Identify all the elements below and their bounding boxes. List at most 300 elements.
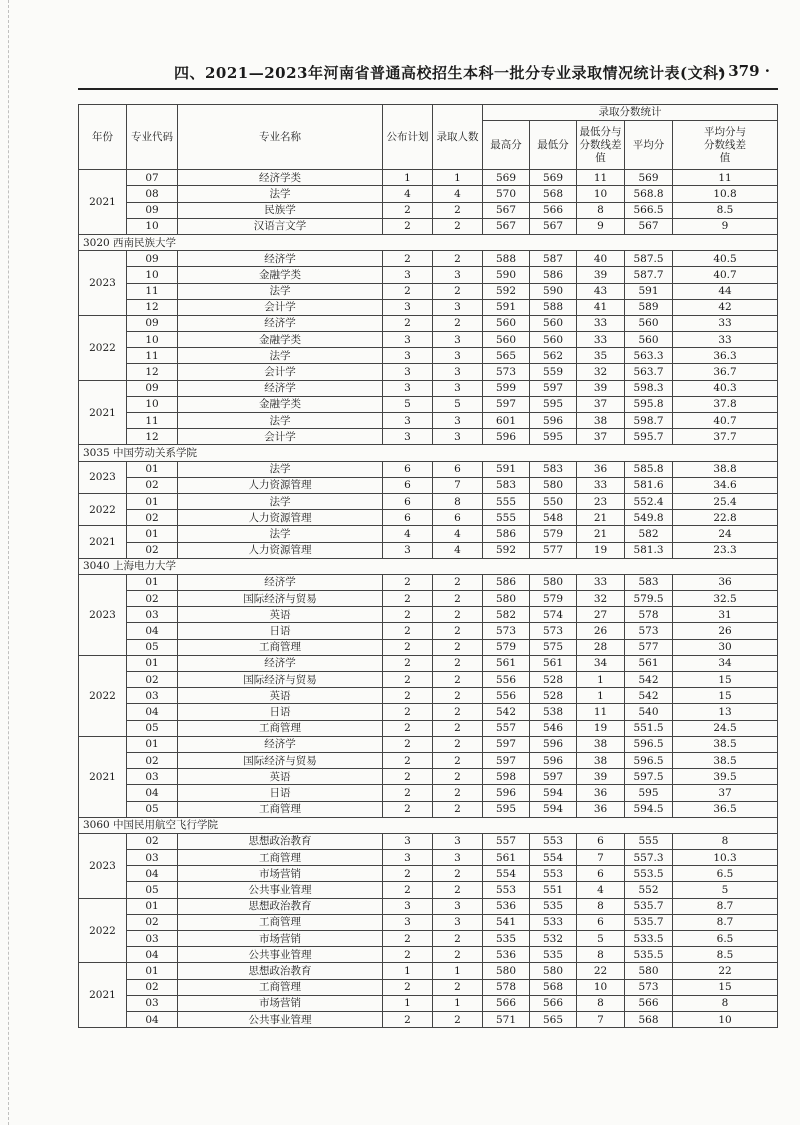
table-row <box>79 979 778 995</box>
cell-major: 国际经济与贸易 <box>178 752 383 768</box>
cell-code: 03 <box>127 850 178 866</box>
cell-admitted: 3 <box>433 833 483 849</box>
cell-avg: 542 <box>625 688 673 704</box>
cell-min: 551 <box>530 882 577 898</box>
table-row <box>79 574 778 590</box>
cell-max: 541 <box>483 914 530 930</box>
cell-admitted: 2 <box>433 283 483 299</box>
cell-avg-diff: 25.4 <box>673 493 778 509</box>
cell-code: 10 <box>127 396 178 412</box>
cell-min-diff: 4 <box>577 882 625 898</box>
cell-max: 597 <box>483 736 530 752</box>
cell-min: 580 <box>530 963 577 979</box>
cell-year: 2021 <box>79 963 127 1028</box>
col-max: 最高分 <box>483 121 530 170</box>
cell-plan: 2 <box>383 591 433 607</box>
table-row <box>79 202 778 218</box>
cell-avg-diff: 39.5 <box>673 769 778 785</box>
cell-min: 588 <box>530 299 577 315</box>
school-name: 3040 上海电力大学 <box>79 558 778 574</box>
table-row <box>79 170 778 186</box>
cell-min: 565 <box>530 1011 577 1027</box>
cell-code: 10 <box>127 267 178 283</box>
cell-major: 法学 <box>178 413 383 429</box>
cell-min-diff: 39 <box>577 380 625 396</box>
cell-min-diff: 7 <box>577 850 625 866</box>
cell-major: 英语 <box>178 607 383 623</box>
cell-max: 561 <box>483 850 530 866</box>
cell-major: 法学 <box>178 461 383 477</box>
cell-max: 557 <box>483 720 530 736</box>
cell-avg-diff: 8.5 <box>673 947 778 963</box>
table-row <box>79 752 778 768</box>
cell-max: 536 <box>483 947 530 963</box>
cell-plan: 3 <box>383 429 433 445</box>
cell-major: 工商管理 <box>178 720 383 736</box>
cell-min: 580 <box>530 477 577 493</box>
page-header <box>78 58 778 90</box>
cell-avg: 566.5 <box>625 202 673 218</box>
cell-max: 553 <box>483 882 530 898</box>
cell-major: 人力资源管理 <box>178 477 383 493</box>
cell-plan: 2 <box>383 283 433 299</box>
cell-max: 596 <box>483 785 530 801</box>
cell-code: 02 <box>127 591 178 607</box>
cell-min-diff: 34 <box>577 655 625 671</box>
cell-min: 528 <box>530 688 577 704</box>
cell-code: 02 <box>127 752 178 768</box>
cell-min: 562 <box>530 348 577 364</box>
table-row <box>79 704 778 720</box>
cell-avg: 595.8 <box>625 396 673 412</box>
cell-code: 10 <box>127 218 178 234</box>
cell-min: 532 <box>530 931 577 947</box>
cell-code: 09 <box>127 380 178 396</box>
cell-plan: 2 <box>383 769 433 785</box>
cell-min: 597 <box>530 380 577 396</box>
cell-min-diff: 27 <box>577 607 625 623</box>
cell-min-diff: 38 <box>577 413 625 429</box>
cell-major: 金融学类 <box>178 396 383 412</box>
cell-avg-diff: 40.7 <box>673 413 778 429</box>
cell-avg: 535.7 <box>625 914 673 930</box>
cell-admitted: 2 <box>433 623 483 639</box>
cell-avg-diff: 36 <box>673 574 778 590</box>
cell-avg: 587.7 <box>625 267 673 283</box>
cell-admitted: 2 <box>433 574 483 590</box>
cell-avg-diff: 9 <box>673 218 778 234</box>
table-row <box>79 607 778 623</box>
cell-max: 565 <box>483 348 530 364</box>
cell-admitted: 3 <box>433 299 483 315</box>
cell-code: 09 <box>127 202 178 218</box>
cell-code: 02 <box>127 914 178 930</box>
cell-year: 2022 <box>79 315 127 380</box>
cell-avg-diff: 15 <box>673 979 778 995</box>
cell-plan: 4 <box>383 526 433 542</box>
cell-plan: 2 <box>383 1011 433 1027</box>
cell-avg: 595.7 <box>625 429 673 445</box>
cell-min: 569 <box>530 170 577 186</box>
cell-plan: 2 <box>383 607 433 623</box>
cell-avg: 555 <box>625 833 673 849</box>
cell-max: 583 <box>483 477 530 493</box>
cell-plan: 1 <box>383 963 433 979</box>
cell-major: 经济学 <box>178 655 383 671</box>
cell-code: 02 <box>127 510 178 526</box>
cell-admitted: 2 <box>433 866 483 882</box>
cell-min-diff: 32 <box>577 364 625 380</box>
cell-year: 2022 <box>79 493 127 525</box>
cell-major: 日语 <box>178 623 383 639</box>
table-row <box>79 299 778 315</box>
cell-year: 2023 <box>79 251 127 316</box>
cell-major: 金融学类 <box>178 267 383 283</box>
table-row <box>79 396 778 412</box>
cell-avg-diff: 36.5 <box>673 801 778 817</box>
cell-code: 05 <box>127 882 178 898</box>
cell-code: 04 <box>127 947 178 963</box>
cell-code: 03 <box>127 607 178 623</box>
cell-code: 01 <box>127 736 178 752</box>
cell-code: 01 <box>127 963 178 979</box>
cell-plan: 3 <box>383 267 433 283</box>
cell-min: 596 <box>530 752 577 768</box>
cell-avg: 566 <box>625 995 673 1011</box>
cell-avg: 597.5 <box>625 769 673 785</box>
cell-plan: 2 <box>383 882 433 898</box>
page-title: 四、2021—2023年河南省普通高校招生本科一批分专业录取情况统计表(文科) <box>174 64 727 82</box>
cell-code: 02 <box>127 542 178 558</box>
cell-max: 597 <box>483 752 530 768</box>
cell-plan: 1 <box>383 170 433 186</box>
col-plan: 公布计划 <box>383 105 433 170</box>
cell-plan: 4 <box>383 186 433 202</box>
cell-admitted: 3 <box>433 364 483 380</box>
cell-max: 571 <box>483 1011 530 1027</box>
cell-plan: 1 <box>383 995 433 1011</box>
cell-admitted: 2 <box>433 704 483 720</box>
table-row <box>79 931 778 947</box>
cell-min-diff: 10 <box>577 979 625 995</box>
cell-plan: 3 <box>383 542 433 558</box>
cell-min-diff: 8 <box>577 947 625 963</box>
cell-avg-diff: 8.5 <box>673 202 778 218</box>
cell-avg-diff: 42 <box>673 299 778 315</box>
cell-major: 会计学 <box>178 429 383 445</box>
cell-min-diff: 6 <box>577 914 625 930</box>
cell-year: 2021 <box>79 736 127 817</box>
cell-major: 人力资源管理 <box>178 542 383 558</box>
cell-code: 02 <box>127 477 178 493</box>
cell-admitted: 3 <box>433 429 483 445</box>
cell-avg: 535.7 <box>625 898 673 914</box>
cell-min-diff: 43 <box>577 283 625 299</box>
cell-max: 542 <box>483 704 530 720</box>
cell-code: 03 <box>127 995 178 1011</box>
cell-min: 560 <box>530 315 577 331</box>
col-avg: 平均分 <box>625 121 673 170</box>
cell-code: 10 <box>127 332 178 348</box>
cell-min: 595 <box>530 429 577 445</box>
cell-code: 09 <box>127 251 178 267</box>
cell-min: 579 <box>530 526 577 542</box>
cell-max: 560 <box>483 315 530 331</box>
cell-min: 574 <box>530 607 577 623</box>
school-row <box>79 445 778 461</box>
cell-min: 553 <box>530 866 577 882</box>
cell-admitted: 2 <box>433 315 483 331</box>
table-row <box>79 267 778 283</box>
table-row <box>79 850 778 866</box>
cell-major: 法学 <box>178 348 383 364</box>
cell-min-diff: 22 <box>577 963 625 979</box>
cell-avg: 553.5 <box>625 866 673 882</box>
cell-avg-diff: 37.8 <box>673 396 778 412</box>
cell-plan: 2 <box>383 251 433 267</box>
cell-avg: 560 <box>625 315 673 331</box>
cell-plan: 6 <box>383 477 433 493</box>
cell-min: 596 <box>530 413 577 429</box>
cell-admitted: 4 <box>433 526 483 542</box>
cell-major: 经济学 <box>178 736 383 752</box>
cell-plan: 2 <box>383 315 433 331</box>
cell-plan: 3 <box>383 332 433 348</box>
cell-min-diff: 32 <box>577 591 625 607</box>
cell-min-diff: 40 <box>577 251 625 267</box>
cell-min: 528 <box>530 672 577 688</box>
cell-major: 工商管理 <box>178 801 383 817</box>
cell-major: 英语 <box>178 688 383 704</box>
cell-admitted: 2 <box>433 218 483 234</box>
cell-avg-diff: 30 <box>673 639 778 655</box>
cell-plan: 2 <box>383 979 433 995</box>
cell-major: 经济学 <box>178 380 383 396</box>
cell-max: 567 <box>483 202 530 218</box>
cell-code: 03 <box>127 688 178 704</box>
cell-code: 07 <box>127 170 178 186</box>
cell-admitted: 3 <box>433 380 483 396</box>
cell-admitted: 3 <box>433 332 483 348</box>
table-row <box>79 477 778 493</box>
cell-major: 会计学 <box>178 364 383 380</box>
cell-plan: 6 <box>383 493 433 509</box>
cell-max: 596 <box>483 429 530 445</box>
cell-min: 548 <box>530 510 577 526</box>
cell-min: 595 <box>530 396 577 412</box>
cell-admitted: 3 <box>433 898 483 914</box>
cell-min: 550 <box>530 493 577 509</box>
cell-min-diff: 37 <box>577 429 625 445</box>
cell-admitted: 6 <box>433 510 483 526</box>
col-stats-group: 录取分数统计 <box>483 105 778 121</box>
cell-min-diff: 8 <box>577 995 625 1011</box>
cell-min: 597 <box>530 769 577 785</box>
cell-major: 法学 <box>178 526 383 542</box>
cell-min: 546 <box>530 720 577 736</box>
cell-min-diff: 5 <box>577 931 625 947</box>
cell-min: 566 <box>530 202 577 218</box>
cell-major: 思想政治教育 <box>178 833 383 849</box>
cell-min-diff: 38 <box>577 736 625 752</box>
col-code: 专业代码 <box>127 105 178 170</box>
cell-min: 573 <box>530 623 577 639</box>
cell-avg: 552.4 <box>625 493 673 509</box>
cell-max: 554 <box>483 866 530 882</box>
cell-avg: 573 <box>625 979 673 995</box>
cell-major: 法学 <box>178 493 383 509</box>
cell-max: 582 <box>483 607 530 623</box>
cell-avg: 582 <box>625 526 673 542</box>
cell-code: 05 <box>127 720 178 736</box>
cell-avg: 568.8 <box>625 186 673 202</box>
cell-min-diff: 1 <box>577 672 625 688</box>
cell-min: 579 <box>530 591 577 607</box>
cell-admitted: 2 <box>433 979 483 995</box>
cell-code: 04 <box>127 704 178 720</box>
cell-max: 601 <box>483 413 530 429</box>
cell-avg-diff: 40.7 <box>673 267 778 283</box>
cell-admitted: 3 <box>433 267 483 283</box>
cell-admitted: 2 <box>433 785 483 801</box>
cell-plan: 3 <box>383 850 433 866</box>
cell-major: 公共事业管理 <box>178 1011 383 1027</box>
table-row <box>79 866 778 882</box>
cell-admitted: 2 <box>433 1011 483 1027</box>
cell-avg-diff: 11 <box>673 170 778 186</box>
table-row <box>79 283 778 299</box>
table-row <box>79 785 778 801</box>
cell-plan: 2 <box>383 720 433 736</box>
cell-year: 2023 <box>79 461 127 493</box>
cell-admitted: 4 <box>433 542 483 558</box>
cell-admitted: 2 <box>433 202 483 218</box>
cell-max: 578 <box>483 979 530 995</box>
school-name: 3060 中国民用航空飞行学院 <box>79 817 778 833</box>
cell-code: 05 <box>127 639 178 655</box>
cell-min-diff: 6 <box>577 833 625 849</box>
cell-min: 559 <box>530 364 577 380</box>
table-row <box>79 720 778 736</box>
cell-code: 01 <box>127 461 178 477</box>
cell-avg: 535.5 <box>625 947 673 963</box>
cell-code: 01 <box>127 655 178 671</box>
cell-max: 561 <box>483 655 530 671</box>
cell-major: 人力资源管理 <box>178 510 383 526</box>
cell-admitted: 2 <box>433 752 483 768</box>
cell-avg-diff: 5 <box>673 882 778 898</box>
cell-avg: 595 <box>625 785 673 801</box>
cell-avg: 567 <box>625 218 673 234</box>
cell-min-diff: 7 <box>577 1011 625 1027</box>
cell-avg: 577 <box>625 639 673 655</box>
cell-major: 民族学 <box>178 202 383 218</box>
cell-plan: 3 <box>383 299 433 315</box>
admission-table <box>78 104 778 1028</box>
cell-major: 思想政治教育 <box>178 963 383 979</box>
cell-avg: 540 <box>625 704 673 720</box>
cell-avg: 596.5 <box>625 736 673 752</box>
table-row <box>79 510 778 526</box>
table-row <box>79 591 778 607</box>
cell-min-diff: 10 <box>577 186 625 202</box>
cell-avg-diff: 8.7 <box>673 898 778 914</box>
cell-avg-diff: 32.5 <box>673 591 778 607</box>
cell-avg: 581.6 <box>625 477 673 493</box>
cell-admitted: 2 <box>433 882 483 898</box>
cell-admitted: 1 <box>433 170 483 186</box>
cell-max: 556 <box>483 688 530 704</box>
cell-year: 2021 <box>79 380 127 445</box>
table-body <box>79 170 778 1028</box>
cell-admitted: 2 <box>433 591 483 607</box>
cell-avg: 568 <box>625 1011 673 1027</box>
cell-max: 570 <box>483 186 530 202</box>
cell-plan: 2 <box>383 672 433 688</box>
cell-avg-diff: 8 <box>673 833 778 849</box>
cell-avg: 563.3 <box>625 348 673 364</box>
cell-avg-diff: 26 <box>673 623 778 639</box>
cell-admitted: 2 <box>433 655 483 671</box>
cell-admitted: 2 <box>433 672 483 688</box>
cell-min-diff: 21 <box>577 510 625 526</box>
table-row <box>79 429 778 445</box>
cell-max: 591 <box>483 461 530 477</box>
cell-avg-diff: 36.7 <box>673 364 778 380</box>
cell-major: 日语 <box>178 704 383 720</box>
cell-avg-diff: 13 <box>673 704 778 720</box>
cell-plan: 2 <box>383 801 433 817</box>
cell-code: 01 <box>127 574 178 590</box>
cell-year: 2023 <box>79 574 127 655</box>
cell-avg-diff: 37.7 <box>673 429 778 445</box>
cell-major: 汉语言文学 <box>178 218 383 234</box>
cell-admitted: 3 <box>433 914 483 930</box>
cell-avg-diff: 8 <box>673 995 778 1011</box>
cell-avg: 589 <box>625 299 673 315</box>
cell-avg-diff: 22 <box>673 963 778 979</box>
cell-max: 586 <box>483 526 530 542</box>
school-row <box>79 234 778 250</box>
cell-plan: 3 <box>383 898 433 914</box>
cell-avg: 598.3 <box>625 380 673 396</box>
cell-avg: 573 <box>625 623 673 639</box>
cell-admitted: 3 <box>433 413 483 429</box>
cell-max: 555 <box>483 493 530 509</box>
cell-major: 经济学 <box>178 315 383 331</box>
cell-admitted: 2 <box>433 736 483 752</box>
cell-avg-diff: 38.5 <box>673 736 778 752</box>
table-row <box>79 639 778 655</box>
cell-min: 535 <box>530 898 577 914</box>
cell-admitted: 5 <box>433 396 483 412</box>
school-row <box>79 817 778 833</box>
table-row <box>79 461 778 477</box>
cell-avg: 552 <box>625 882 673 898</box>
cell-plan: 6 <box>383 461 433 477</box>
table-row <box>79 688 778 704</box>
table-row <box>79 736 778 752</box>
cell-major: 市场营销 <box>178 931 383 947</box>
cell-min-diff: 28 <box>577 639 625 655</box>
cell-min: 560 <box>530 332 577 348</box>
cell-admitted: 7 <box>433 477 483 493</box>
cell-code: 03 <box>127 931 178 947</box>
cell-year: 2023 <box>79 833 127 898</box>
cell-plan: 2 <box>383 655 433 671</box>
cell-min-diff: 41 <box>577 299 625 315</box>
cell-min: 554 <box>530 850 577 866</box>
